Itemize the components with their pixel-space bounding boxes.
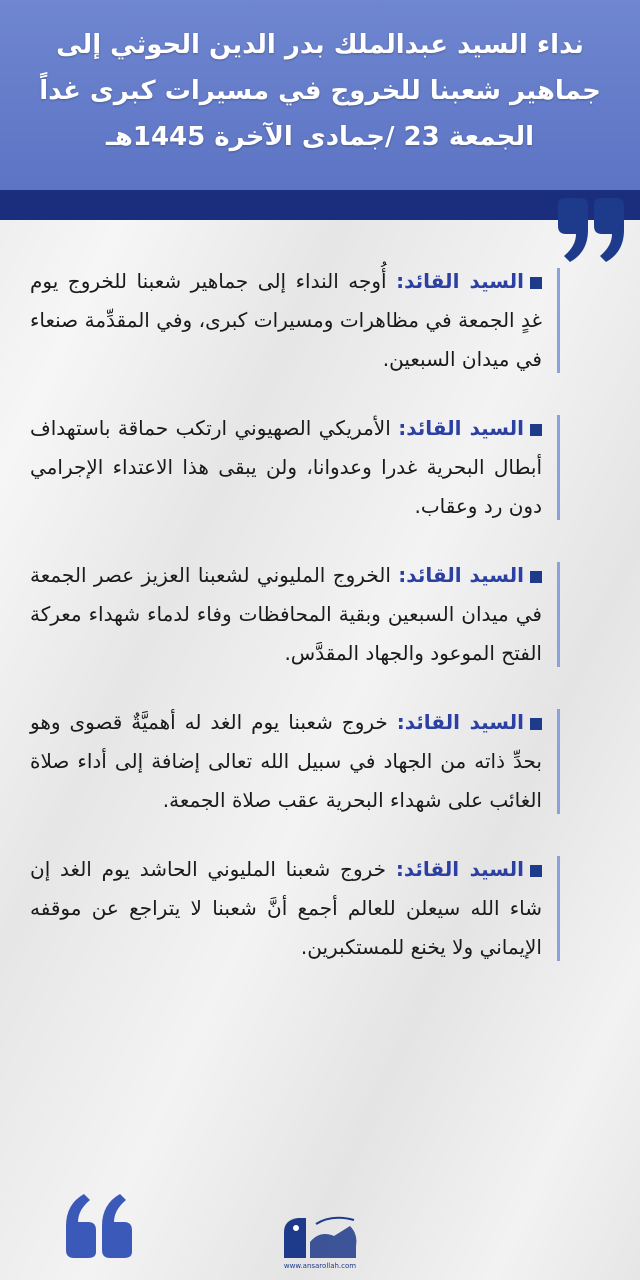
- square-bullet-icon: [530, 424, 542, 436]
- statement-speaker: السيد القائد:: [396, 710, 524, 734]
- closing-quote-icon: [552, 196, 628, 266]
- statement-speaker: السيد القائد:: [398, 563, 524, 587]
- statement-item: [30, 556, 550, 673]
- square-bullet-icon: [530, 571, 542, 583]
- statement-text: الخروج المليوني لشعبنا العزيز عصر الجمعة في ميدان السبعين وبقية المحافظات وفاء لدماء شهداء معركة الفتح الموعود والجهاد المقدَّس.: [30, 563, 542, 665]
- statement-paragraph: [30, 703, 542, 820]
- square-bullet-icon: [530, 718, 542, 730]
- square-bullet-icon: [530, 277, 542, 289]
- statement-divider: [557, 562, 560, 667]
- statement-paragraph: [30, 556, 542, 673]
- header-accent-band: [0, 190, 640, 220]
- statement-divider: [557, 709, 560, 814]
- statements-list: [30, 262, 550, 997]
- statement-speaker: السيد القائد:: [395, 857, 524, 881]
- header-banner: [0, 0, 640, 190]
- statement-speaker: السيد القائد:: [396, 269, 524, 293]
- statement-text: الأمريكي الصهيوني ارتكب حماقة باستهداف أبطال البحرية غدرا وعدوانا، ولن يبقى هذا الاعتداء الإجرامي دون رد وعقاب.: [30, 416, 542, 518]
- header-title-line-3: الجمعة 23 /جمادى الآخرة 1445هـ: [105, 122, 535, 152]
- statement-item: [30, 409, 550, 526]
- statement-item: [30, 850, 550, 967]
- ansarollah-logo: [276, 1212, 364, 1272]
- logo-url: www.ansarollah.com: [283, 1262, 357, 1270]
- statement-speaker: السيد القائد:: [398, 416, 525, 440]
- header-title-line-1: نداء السيد عبدالملك بدر الدين الحوثي إلى: [56, 30, 584, 60]
- statement-paragraph: [30, 262, 542, 379]
- statement-divider: [557, 268, 560, 373]
- opening-quote-icon: [62, 1190, 138, 1260]
- statement-paragraph: [30, 409, 542, 526]
- ansarollah-emblem-icon: [276, 1212, 364, 1260]
- statement-item: [30, 703, 550, 820]
- header-title-line-2: جماهير شعبنا للخروج في مسيرات كبرى غداً: [39, 76, 601, 106]
- square-bullet-icon: [530, 865, 542, 877]
- statement-text: خروج شعبنا المليوني الحاشد يوم الغد إن شاء الله سيعلن للعالم أجمع أنَّ شعبنا لا يتراجع عن موقفه الإيماني ولا يخنع للمستكبرين.: [30, 857, 542, 959]
- statement-paragraph: [30, 850, 542, 967]
- statement-divider: [557, 856, 560, 961]
- statement-divider: [557, 415, 560, 520]
- statement-text: أُوجه النداء إلى جماهير شعبنا للخروج يوم غدٍ الجمعة في مظاهرات ومسيرات كبرى، وفي المقدِّمة صنعاء في ميدان السبعين.: [30, 269, 542, 371]
- statement-text: خروج شعبنا يوم الغد له أهميَّةٌ قصوى وهو بحدِّ ذاته من الجهاد في سبيل الله تعالى إضافة إلى أداء صلاة الغائب على شهداء البحرية عقب صلاة الجمعة.: [30, 710, 542, 812]
- statement-item: [30, 262, 550, 379]
